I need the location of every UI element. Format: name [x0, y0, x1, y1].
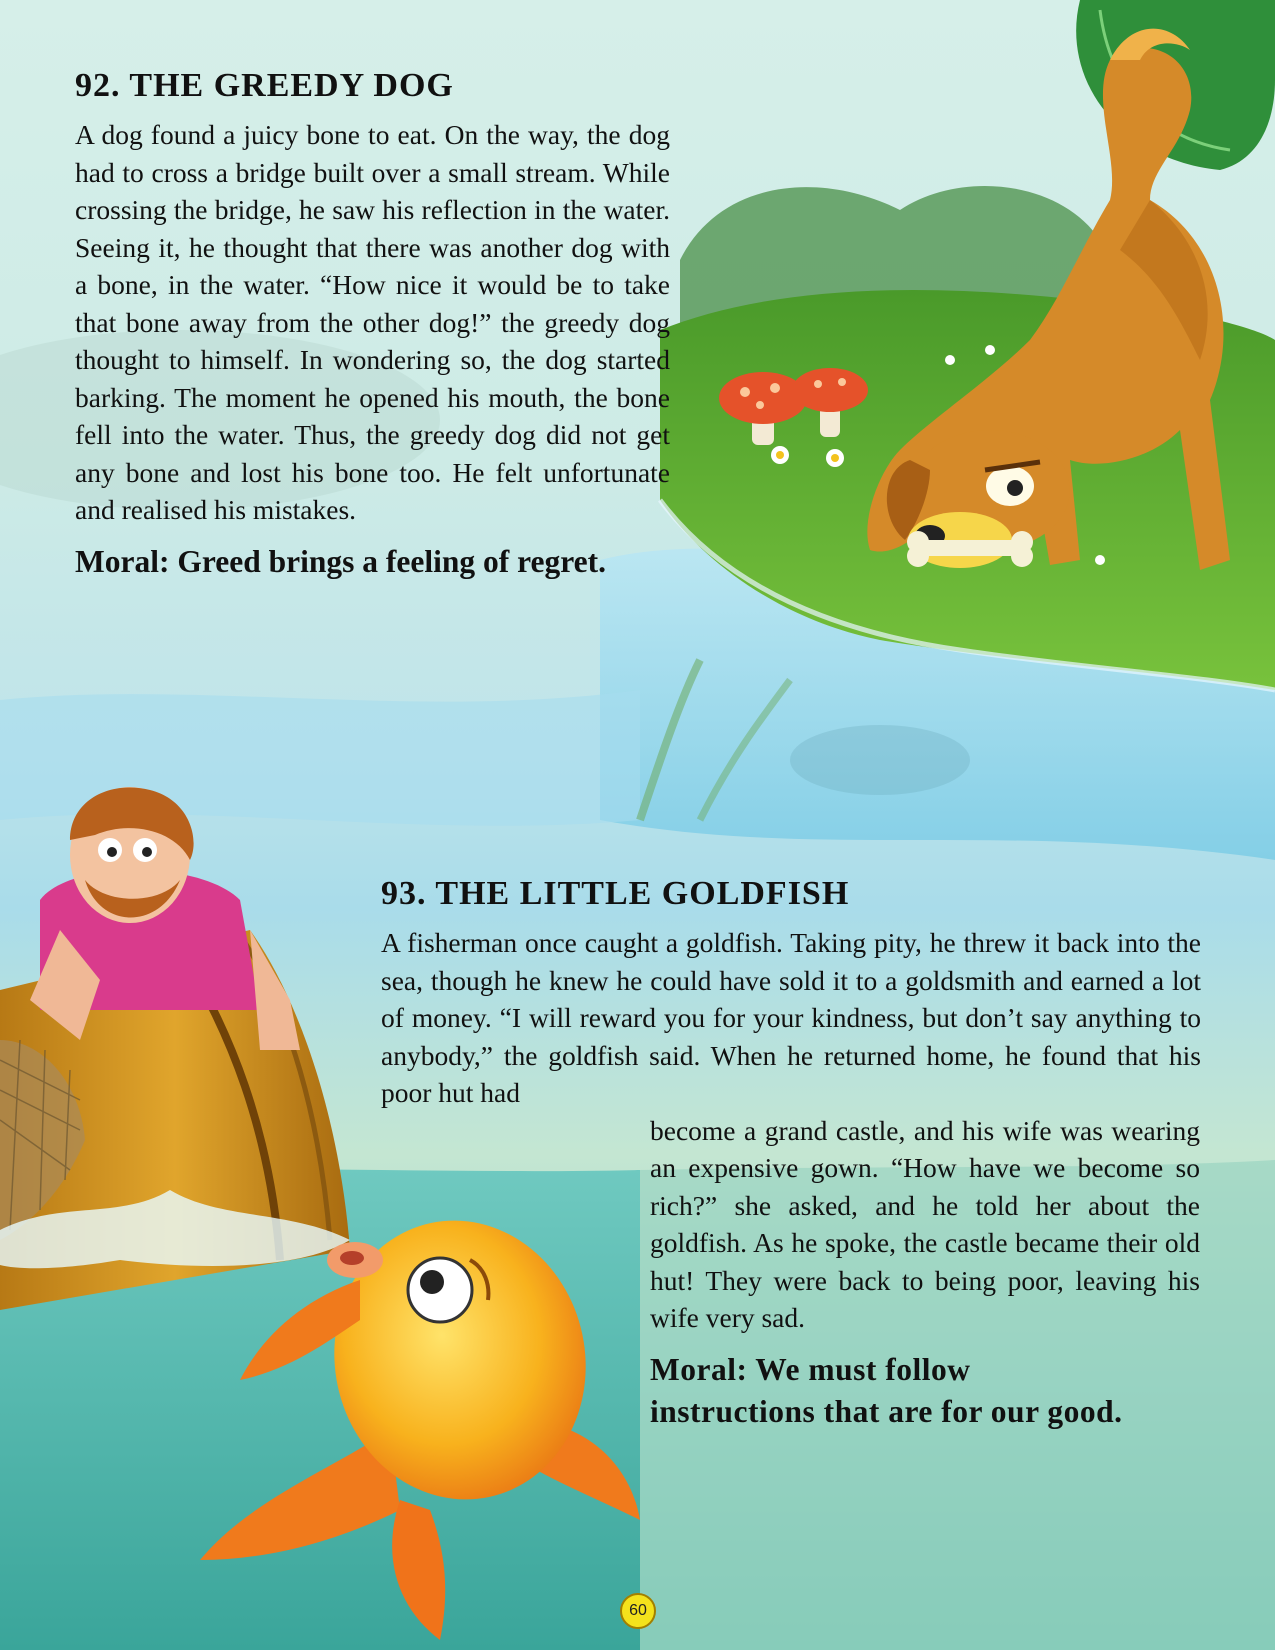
story-paragraph-lead: A fisherman once caught a goldfish. Taking pity, he threw it back into the sea, though he knew he could have sold it to a goldsmith and earned a lot of money. “I will reward you for your kindness, but don’t say anything to anybody,” the goldfish said. When he returned home, he found that his poor hut had	[381, 927, 1201, 1108]
page-number-badge: 60	[620, 1593, 656, 1629]
story-moral: Moral: Greed brings a feeling of regret.	[75, 543, 606, 579]
story-paragraph-tail: become a grand castle, and his wife was wearing an expensive gown. “How have we become so rich?” she asked, and he told her about the goldfish. As he spoke, the castle became their old hut! They were back to being poor, leaving his wife very sad.	[650, 1114, 1200, 1333]
story-body	[75, 116, 670, 529]
story-title: 92. THE GREEDY DOG	[75, 67, 454, 104]
story-body	[381, 924, 1201, 1337]
story-greedy-dog	[75, 66, 670, 583]
fisherman-boat-illustration	[0, 787, 350, 1310]
story-moral	[650, 1349, 1210, 1433]
story-moral-line-2: instructions that are for our good.	[650, 1393, 1123, 1429]
story-little-goldfish	[381, 874, 1201, 1433]
story-title: 93. THE LITTLE GOLDFISH	[381, 875, 850, 912]
story-paragraph: A dog found a juicy bone to eat. On the way, the dog had to cross a bridge built over a small stream. While crossing the bridge, he saw his reflection in the water. Seeing it, he thought that there was another dog with a bone, in the water. “How nice it would be to take that bone away from the other dog!” the greedy dog thought to himself. In wondering so, the dog started barking. The moment he opened his mouth, the bone fell into the water. Thus, the greedy dog did not get any bone and lost his bone too. He felt unfortunate and realised his mistakes.	[75, 119, 670, 525]
story-moral-line-1: Moral: We must follow	[650, 1351, 971, 1387]
